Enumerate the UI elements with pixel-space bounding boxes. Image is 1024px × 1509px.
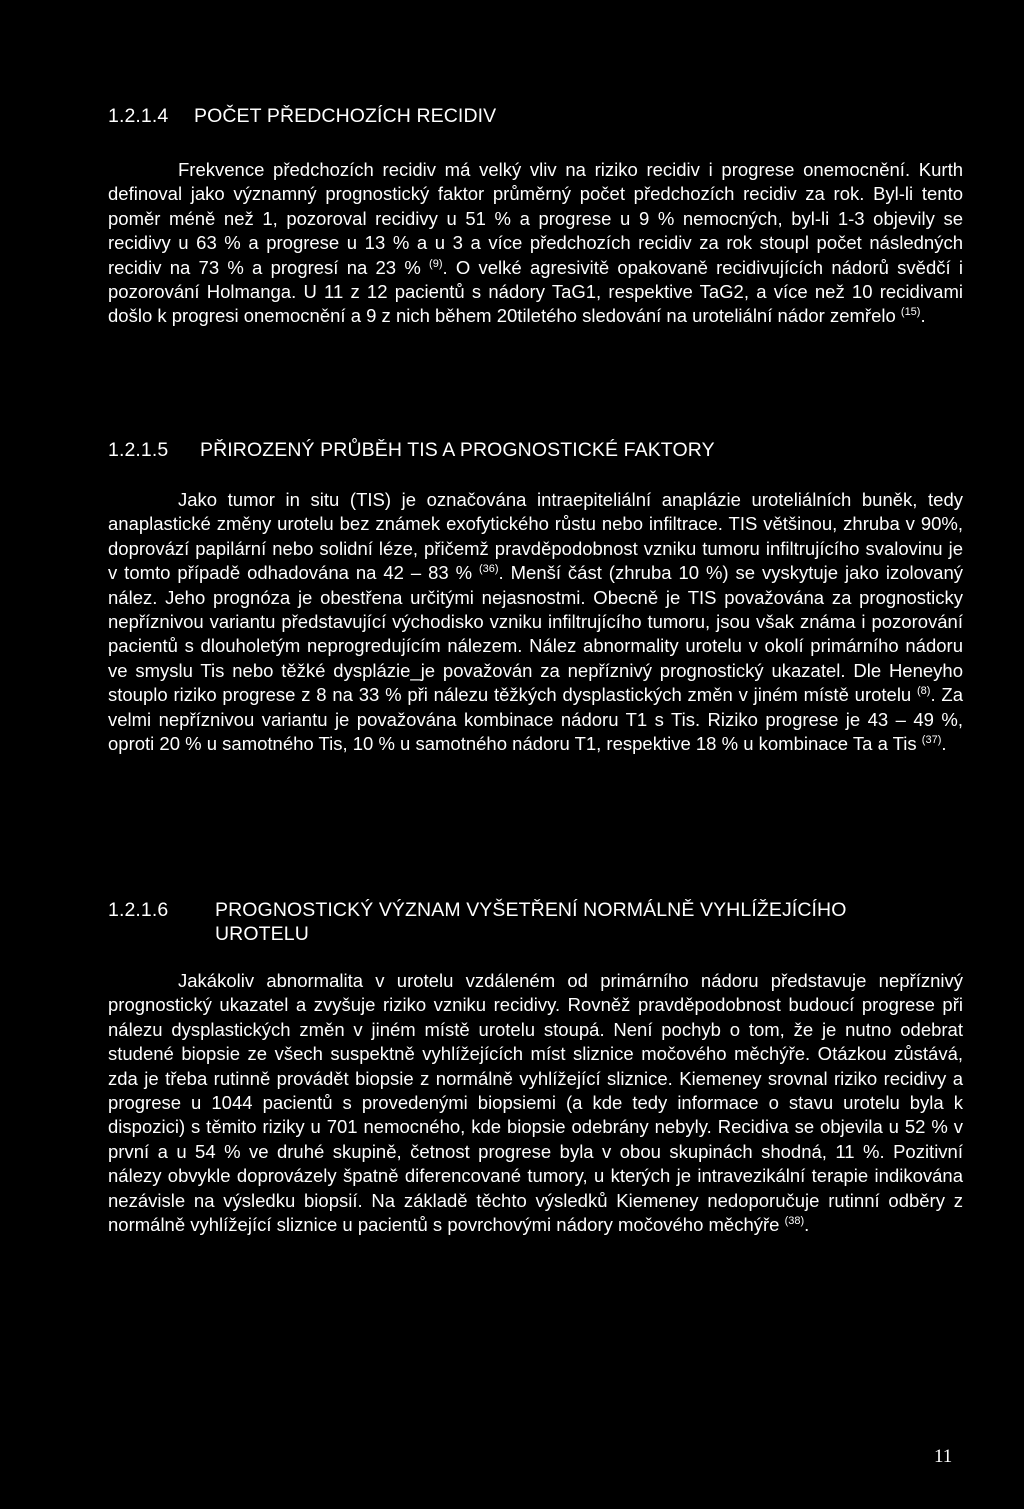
- section-paragraph: [108, 969, 963, 1237]
- section-heading: [108, 438, 963, 462]
- text-run: Jako tumor in situ (TIS) je označována intraepiteliální anaplázie uroteliálních buněk, tedy anaplastické změny urotelu bez známek exofytického růstu nebo infiltrace. TIS většinou, zhruba v 90%, doprovází papilární nebo solidní léze, přičemž pravděpodobnost vzniku tumoru infiltrujícího svalovinu je v tomto případě odhadována na 42 – 83 %: [108, 489, 963, 584]
- section-paragraph: [108, 488, 963, 756]
- citation: (8): [917, 685, 931, 698]
- section-number: 1.2.1.5: [108, 439, 169, 461]
- citation: (38): [784, 1215, 805, 1228]
- section-heading: [108, 104, 963, 128]
- section-title: PROGNOSTICKÝ VÝZNAM VYŠETŘENÍ NORMÁLNĚ VYHLÍŽEJÍCÍHO UROTELU: [215, 899, 847, 945]
- section-1-2-1-6: [108, 898, 963, 1237]
- section-number: 1.2.1.6: [108, 899, 169, 921]
- citation: (37): [921, 734, 942, 747]
- section-1-2-1-5: [108, 438, 963, 756]
- citation: (15): [900, 306, 921, 319]
- section-heading: [108, 898, 963, 946]
- text-run: . Menší část (zhruba 10 %) se vyskytuje jako izolovaný nález. Jeho prognóza je obestřena určitými nejasnostmi. Obecně je TIS považována za prognosticky nepříznivou variantu představující východisko vzniku infiltrujícího tumoru, jsou však známa i pozorování pacientů s dlouholetým neprogredujícím nálezem. Nález abnormality urotelu v okolí primárního nádoru ve smyslu Tis nebo těžké dysplázie_je považován za nepříznivý prognostický ukazatel. Dle Heneyho stouplo riziko progrese z 8 na 33 % při nálezu těžkých dysplastických změn v jiném místě urotelu: [108, 562, 963, 706]
- text-run: . O velké agresivitě opakovaně recidivujících nádorů svědčí i pozorování Holmanga. U 11 z 12 pacientů s nádory TaG1, respektive TaG2, a více než 10 recidivami došlo k progresi onemocnění a 9 z nich během 20tiletého sledování na uroteliální nádor zemřelo: [108, 256, 963, 327]
- page-number: 11: [934, 1446, 953, 1467]
- section-paragraph: [108, 158, 963, 329]
- section-number: 1.2.1.4: [108, 105, 169, 127]
- section-title: PŘIROZENÝ PRŮBĚH TIS A PROGNOSTICKÉ FAKTORY: [200, 439, 715, 461]
- citation: (9): [429, 257, 443, 270]
- text-run: .: [920, 305, 926, 327]
- text-run: Frekvence předchozích recidiv má velký vliv na riziko recidiv i progrese onemocnění. Kurth definoval jako významný prognostický faktor průměrný počet předchozích recidiv za rok. Byl-li tento poměr méně než 1, pozoroval recidivy u 51 % a progrese u 9 % nemocných, byl-li 1-3 objevily se recidivy u 63 % a progrese u 13 % a u 3 a více předchozích recidiv za rok stoupl počet následných recidiv na 73 % a progresí na 23 %: [108, 159, 963, 278]
- citation: (36): [478, 563, 499, 576]
- text-run: Jakákoliv abnormalita v urotelu vzdáleném od primárního nádoru představuje nepříznivý prognostický ukazatel a zvyšuje riziko vzniku recidivy. Rovněž pravděpodobnost budoucí progrese při nálezu dysplastických změn v jiném místě urotelu stoupá. Není pochyb o tom, že je nutno odebrat studené biopsie ze všech suspektně vyhlížejících míst sliznice močového měchýře. Otázkou zůstává, zda je třeba rutinně provádět biopsie z normálně vyhlížející sliznice. Kiemeney srovnal riziko recidivy a progrese u 1044 pacientů s provedenými biopsiemi (a kde tedy informace o stavu urotelu byla k dispozici) s těmito riziky u 701 nemocného, kde biopsie odebrány nebyly. Recidiva se objevila u 52 % v první a u 54 % ve druhé skupině, četnost progrese byla v obou skupinách shodná, 11 %. Pozitivní nálezy obvykle doprovázely špatně diferencované tumory, u kterých je intravezikální terapie indikována nezávisle na výsledku biopsií. Na základě těchto výsledků Kiemeney nedoporučuje rutinní odběry z normálně vyhlížející sliznice u pacientů s povrchovými nádory močového měchýře: [108, 970, 963, 1236]
- text-run: . Za velmi nepříznivou variantu je považována kombinace nádoru T1 s Tis. Riziko progrese je 43 – 49 %, oproti 20 % u samotného Tis, 10 % u samotného nádoru T1, respektive 18 % u kombinace Ta a Tis: [108, 684, 963, 755]
- section-1-2-1-4: [108, 104, 963, 329]
- text-run: .: [804, 1214, 810, 1236]
- section-title: POČET PŘEDCHOZÍCH RECIDIV: [194, 105, 497, 127]
- text-run: .: [941, 733, 947, 755]
